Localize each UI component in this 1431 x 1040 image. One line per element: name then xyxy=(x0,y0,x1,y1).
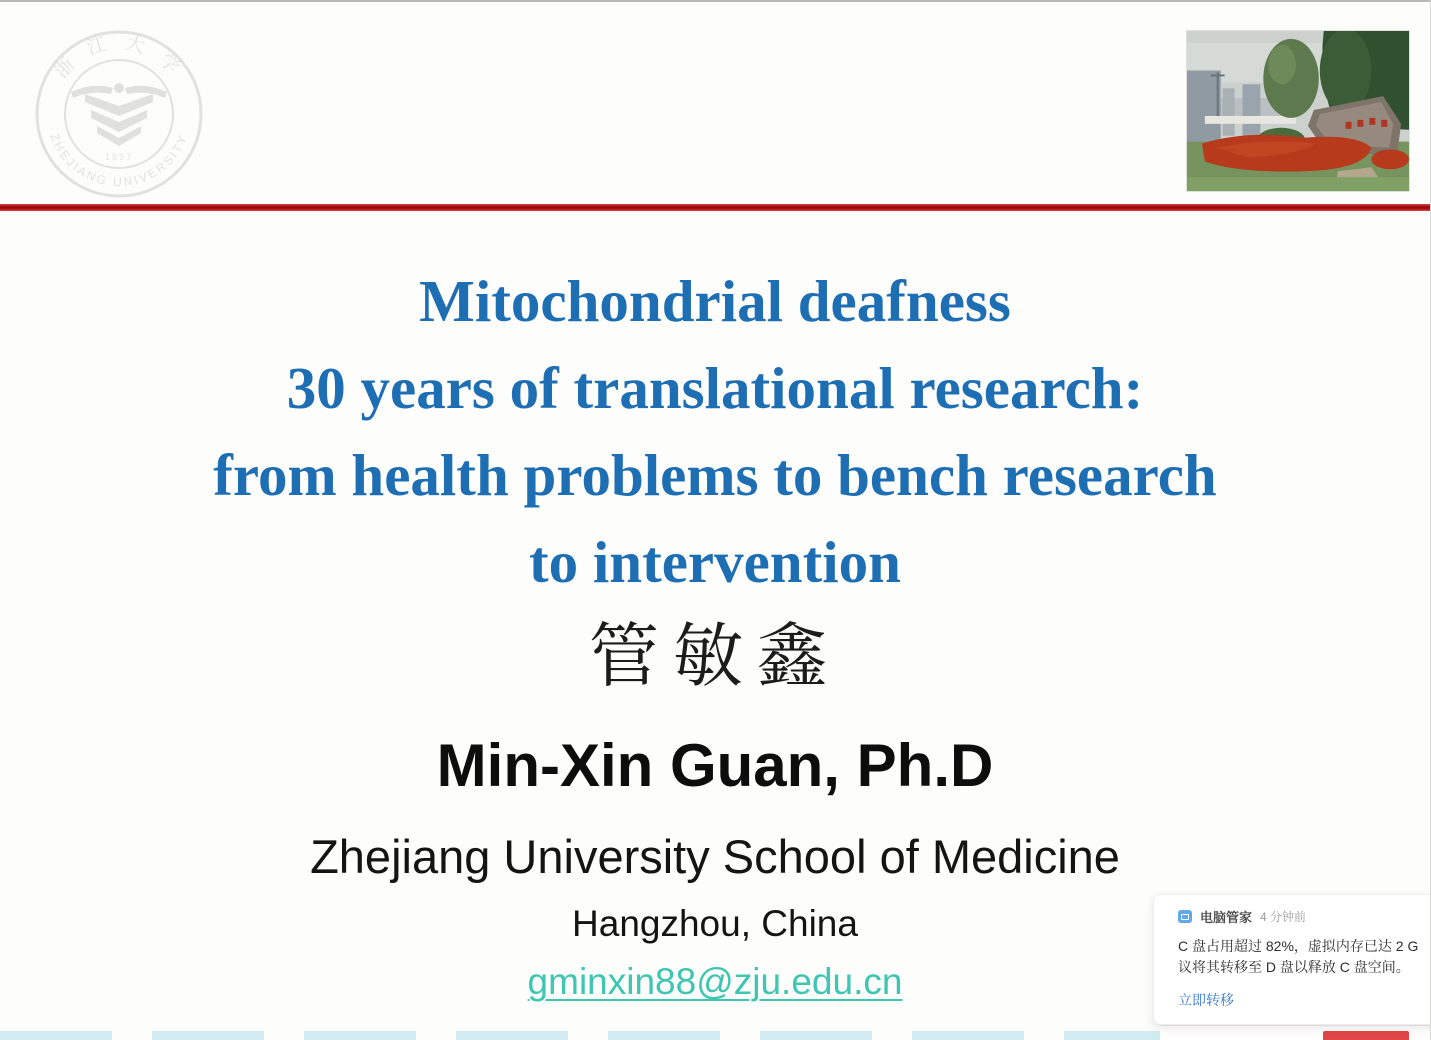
zhejiang-university-seal-logo xyxy=(33,26,205,202)
email-link[interactable]: gminxin88@zju.edu.cn xyxy=(527,961,903,1002)
clipped-notification-card xyxy=(1160,1025,1431,1040)
seal-graphic xyxy=(33,26,205,202)
seal-year: 1897 xyxy=(104,152,134,162)
slide-title-line-4: to intervention xyxy=(529,529,901,595)
affiliation-text: Zhejiang University School of Medicine xyxy=(310,830,1120,883)
author-name-chinese: 管敏鑫 xyxy=(589,619,841,696)
notification-header xyxy=(1178,907,1431,926)
slide-title xyxy=(0,258,1430,606)
campus-photo xyxy=(1186,30,1410,192)
slide-title-line-1: Mitochondrial deafness xyxy=(419,268,1011,334)
notification-body-line-2: 议将其转移至 D 盘以释放 C 盘空间。 xyxy=(1178,959,1410,975)
slide-title-line-3: from health problems to bench research xyxy=(213,442,1217,508)
slide-title-line-2: 30 years of translational research: xyxy=(286,355,1144,421)
location-text: Hangzhou, China xyxy=(572,903,858,944)
notification-body xyxy=(1178,936,1431,978)
transfer-now-link[interactable]: 立即转移 xyxy=(1178,992,1234,1008)
pc-manager-notification[interactable] xyxy=(1153,894,1431,1025)
campus-photo-graphic xyxy=(1187,31,1409,191)
notification-app-name: 电脑管家 xyxy=(1200,910,1253,925)
pc-manager-icon xyxy=(1178,910,1192,923)
seal-text-english: ZHEJIANG UNIVERSITY xyxy=(47,131,191,190)
seal-text-chinese: 浙 江 大 学 xyxy=(50,32,188,83)
red-divider-line xyxy=(0,204,1431,211)
notification-body-line-1: C 盘占用超过 82%，虚拟内存已达 2 G xyxy=(1178,938,1419,954)
author-name-english: Min-Xin Guan, Ph.D xyxy=(436,732,994,799)
clipped-red-action-button[interactable] xyxy=(1323,1031,1409,1040)
notification-timestamp: 4 分钟前 xyxy=(1260,910,1307,924)
svg-text:浙 江 大 学 xyxy=(50,32,188,83)
